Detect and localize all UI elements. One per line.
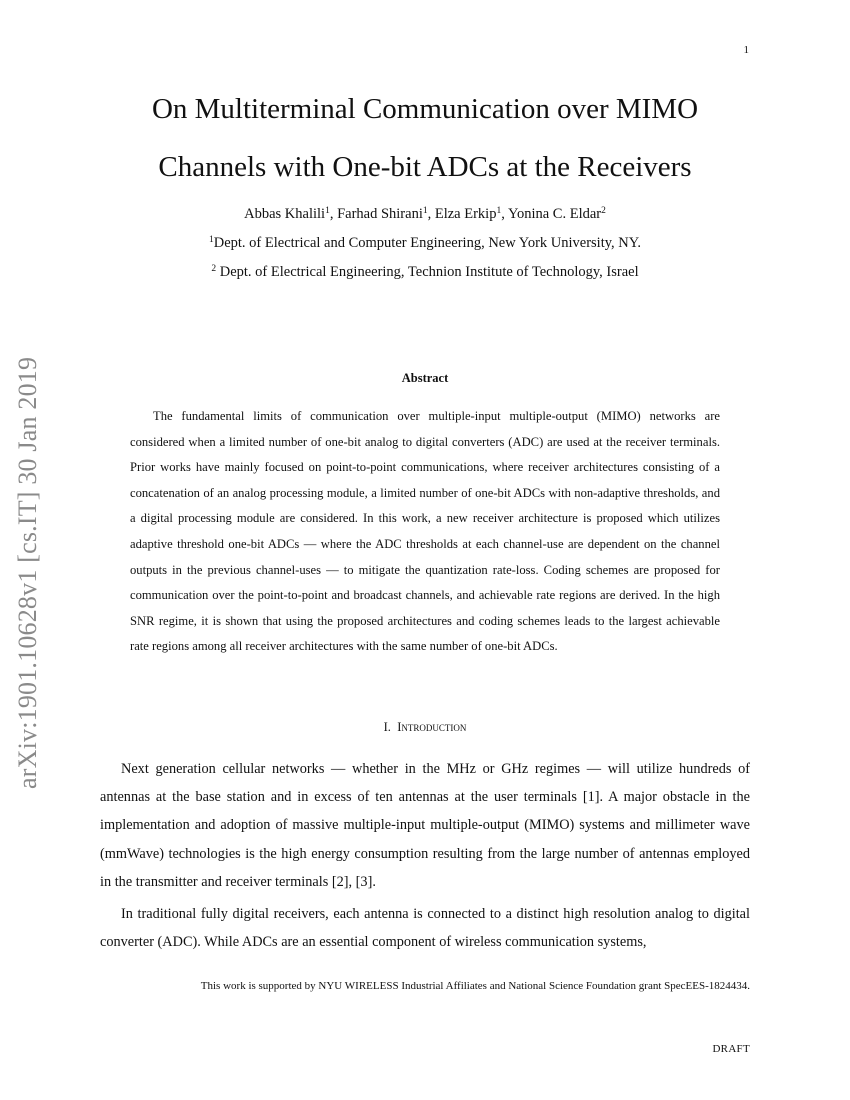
author-2: [337, 206, 435, 222]
author-name: Yonina C. Eldar: [507, 206, 602, 222]
affiliation-mark: 2: [601, 206, 606, 216]
author-name: Abbas Khalili: [244, 206, 326, 222]
author-separator: ,: [427, 206, 435, 222]
affiliation-1: [0, 235, 850, 252]
affiliation-mark: 1: [422, 206, 428, 216]
intro-paragraph-1: Next generation cellular networks — whether in the MHz or GHz regimes — will utilize hundreds of antennas at the base station and in excess of ten antennas at the user terminals [1]. A major obstacle in the implementation and adoption of massive multiple-input multiple-output (MIMO) systems and millimeter wave (mmWave) technologies is the high energy consumption resulting from the large number of antennas employed in the transmitter and receiver terminals [2], [3].: [100, 761, 750, 890]
section-heading: [0, 720, 850, 735]
author-separator: ,: [501, 206, 508, 222]
author-name: Elza Erkip: [434, 206, 497, 222]
affiliation-mark: 1: [496, 206, 502, 216]
intro-paragraph-2: In traditional fully digital receivers, each antenna is connected to a distinct high resolution analog to digital converter (ADC). While ADCs are an essential component of wireless communication systems,: [100, 906, 750, 951]
affiliation-mark: 2: [211, 264, 217, 274]
abstract-heading: Abstract: [401, 371, 449, 385]
paper-title: [0, 80, 850, 196]
title-line-1: On Multiterminal Communication over MIMO: [151, 93, 699, 125]
affiliation-text: Dept. of Electrical and Computer Engineering, New York University, NY.: [213, 235, 641, 251]
abstract-text: The fundamental limits of communication over multiple-input multiple-output (MIMO) networks are considered when a limited number of one-bit analog to digital converters (ADC) are used at the receiver terminals. Prior works have mainly focused on point-to-point communications, where receiver architectures consisting of a concatenation of an analog processing module, a limited number of one-bit ADCs with non-adaptive thresholds, and a digital processing module are considered. In this work, a new receiver architecture is proposed which utilizes adaptive threshold one-bit ADCs — where the ADC thresholds at each channel-use are dependent on the channel outputs in the previous channel-uses — to mitigate the quantization rate-loss. Coding schemes are proposed for communication over the point-to-point and broadcast channels, and achievable rate regions are derived. In the high SNR regime, it is shown that using the proposed architectures and coding schemes leads to the largest achievable rate regions among all receiver architectures with the same number of one-bit ADCs.: [130, 409, 720, 654]
funding-footnote: This work is supported by NYU WIRELESS Industrial Affiliates and National Science Foundation grant SpecEES-1824434.: [200, 980, 750, 992]
author-3: [435, 206, 508, 222]
arxiv-identifier-stamp: arXiv:1901.10628v1 [cs.IT] 30 Jan 2019: [13, 356, 42, 789]
author-4: [508, 206, 606, 222]
section-number: I.: [383, 720, 391, 734]
author-1: [244, 206, 337, 222]
affiliation-mark: 1: [208, 235, 214, 245]
author-list: [0, 206, 850, 223]
affiliation-text: Dept. of Electrical Engineering, Technion Institute of Technology, Israel: [216, 264, 639, 280]
affiliation-mark: 1: [325, 206, 330, 216]
section-title: Introduction: [397, 720, 467, 734]
page-number: 1: [743, 44, 749, 56]
author-name: Farhad Shirani: [337, 206, 423, 222]
author-separator: ,: [329, 206, 338, 222]
affiliation-2: [0, 264, 850, 281]
title-line-2: Channels with One-bit ADCs at the Receivers: [158, 151, 692, 183]
draft-label: DRAFT: [712, 1043, 750, 1055]
